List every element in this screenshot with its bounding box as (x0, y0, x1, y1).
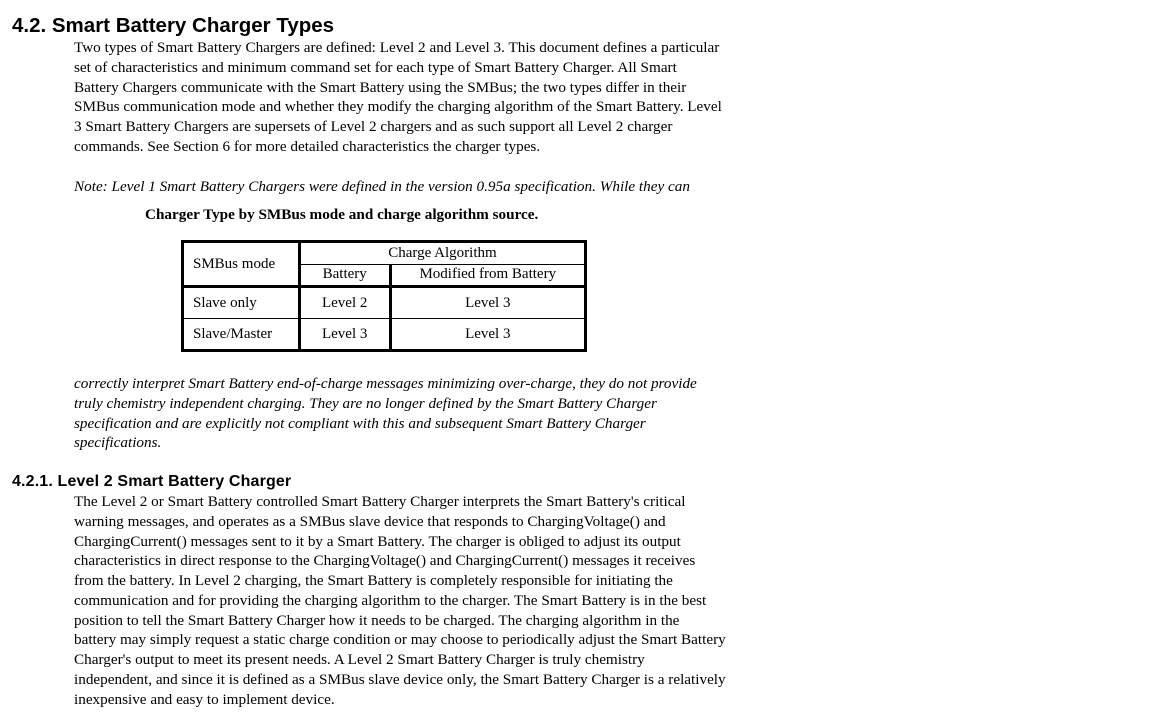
note-continued-paragraph (74, 374, 697, 453)
table-cell-mode: Slave/Master (183, 319, 300, 351)
paragraph-line: Charger's output to meet its present needs. A Level 2 Smart Battery Charger is truly chemistry (74, 651, 645, 668)
table-header-modified: Modified from Battery (390, 264, 585, 287)
paragraph-line: correctly interpret Smart Battery end-of-charge messages minimizing over-charge, they do not provide (74, 375, 697, 392)
paragraph-line: set of characteristics and minimum command set for each type of Smart Battery Charger. All Smart (74, 58, 677, 76)
table-row (183, 319, 586, 351)
table-header-smbus-mode: SMBus mode (183, 242, 300, 287)
table-cell-battery: Level 3 (299, 319, 390, 351)
paragraph-line: warning messages, and operates as a SMBus slave device that responds to ChargingVoltage() and (74, 512, 666, 530)
table-caption: Charger Type by SMBus mode and charge algorithm source. (145, 206, 539, 223)
paragraph-line: communication and for providing the charging algorithm to the charger. The Smart Battery is in the best (74, 591, 707, 609)
table-cell-mode: Slave only (183, 287, 300, 319)
subsection-heading: 4.2.1. Level 2 Smart Battery Charger (12, 473, 292, 490)
section-heading: 4.2. Smart Battery Charger Types (12, 14, 335, 37)
intro-paragraph (74, 38, 722, 157)
table-row (183, 287, 586, 319)
paragraph-line: SMBus communication mode and whether they modify the charging algorithm of the Smart Battery. Level (74, 98, 722, 116)
level2-paragraph (74, 492, 726, 709)
paragraph-line: ChargingCurrent() messages sent to it by a Smart Battery. The charger is obliged to adjust its output (74, 532, 681, 550)
table-header-battery: Battery (299, 264, 390, 287)
table-cell-modified: Level 3 (390, 319, 585, 351)
paragraph-line: Two types of Smart Battery Chargers are defined: Level 2 and Level 3. This document defines a particular (74, 39, 720, 56)
paragraph-line: independent, and since it is defined as a SMBus slave device only, the Smart Battery Charger is a relatively (74, 670, 726, 688)
paragraph-line: commands. See Section 6 for more detailed characteristics the charger types. (74, 137, 541, 155)
note-paragraph (74, 177, 690, 197)
paragraph-line: Battery Chargers communicate with the Smart Battery using the SMBus; the two types differ in their (74, 78, 687, 96)
table-header-charge-algorithm: Charge Algorithm (299, 242, 585, 265)
charger-type-table (181, 240, 587, 352)
paragraph-line: specification and are explicitly not compliant with this and subsequent Smart Battery Charger (74, 414, 646, 432)
paragraph-line: specifications. (74, 434, 162, 452)
paragraph-line: position to tell the Smart Battery Charger how it needs to be charged. The charging algorithm in the (74, 611, 680, 629)
paragraph-line: characteristics in direct response to the ChargingVoltage() and ChargingCurrent() messages it receives (74, 552, 696, 570)
table-cell-battery: Level 2 (299, 287, 390, 319)
paragraph-line: inexpensive and easy to implement device. (74, 690, 335, 708)
paragraph-line: battery may simply request a static charge condition or may choose to periodically adjust the Smart Battery (74, 631, 726, 649)
table-cell-modified: Level 3 (390, 287, 585, 319)
paragraph-line: The Level 2 or Smart Battery controlled Smart Battery Charger interprets the Smart Battery's critical (74, 493, 686, 510)
paragraph-line: from the battery. In Level 2 charging, the Smart Battery is completely responsible for initiating the (74, 572, 673, 589)
paragraph-line: 3 Smart Battery Chargers are supersets of Level 2 chargers and as such support all Level 2 charger (74, 118, 673, 135)
paragraph-line: Note: Level 1 Smart Battery Chargers were defined in the version 0.95a specification. While they can (74, 178, 690, 195)
paragraph-line: truly chemistry independent charging. They are no longer defined by the Smart Battery Charger (74, 394, 657, 412)
